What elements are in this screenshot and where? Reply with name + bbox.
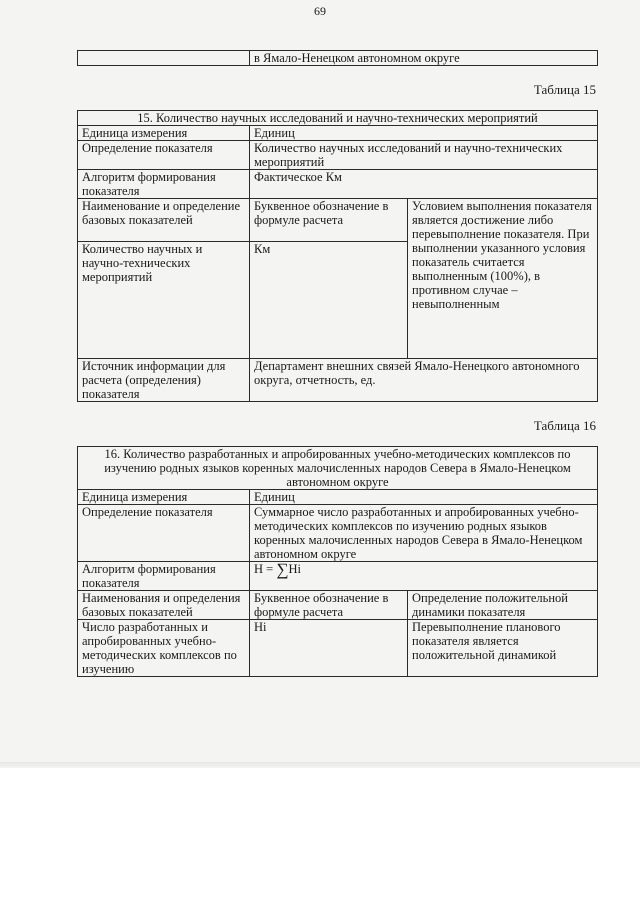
table-cell: Буквенное обозначение в формуле расчета [250,591,408,620]
table-cell: в Ямало-Ненецком автономном округе [250,51,598,66]
sum-sign: ∑ [276,560,289,579]
table-cell: Км [250,242,408,359]
table-cell: Число разработанных и апробированных учебно-методических комплексов по изучению [78,620,250,677]
table-row [78,126,598,141]
table-cell: Буквенное обозначение в формуле расчета [250,199,408,242]
table-16 [77,446,598,677]
table-cell: Единиц [250,126,598,141]
table-cell: Фактическое Км [250,170,598,199]
table-row [78,359,598,402]
previous-table-tail [77,50,598,66]
page-number: 69 [314,4,326,18]
table-row [78,620,598,677]
table-cell: Единица измерения [78,490,250,505]
table-16-caption: Таблица 16 [533,418,596,433]
formula-cell [250,562,598,591]
table-15-caption: Таблица 15 [533,82,596,97]
formula-lhs: Н = [254,562,277,576]
table-cell: Алгоритм формирования показателя [78,562,250,591]
table-cell: Перевыполнение планового показателя является положительной динамикой [408,620,598,677]
table-cell: Наименование и определение базовых показателей [78,199,250,242]
table-row [78,490,598,505]
table-cell: Источник информации для расчета (определения) показателя [78,359,250,402]
table-row [78,562,598,591]
table-cell: Определение показателя [78,505,250,562]
table-cell: Количество научных и научно-технических мероприятий [78,242,250,359]
table-cell: Суммарное число разработанных и апробированных учебно-методических комплексов по изучению родных языков коренных малочисленных народов Севера в Ямало-Ненецком автономном округе [250,505,598,562]
table-cell: Алгоритм формирования показателя [78,170,250,199]
table-row [78,141,598,170]
table-cell: Наименования и определения базовых показателей [78,591,250,620]
table-cell [78,51,250,66]
table-cell: Определение положительной динамики показателя [408,591,598,620]
table-cell: Условием выполнения показателя является достижение либо перевыполнение показателя. При выполнении указанного условия показатель считается выполненным (100%), в противном случае – невыполненным [408,199,598,359]
table-row [78,505,598,562]
table-cell: Hi [250,620,408,677]
table-16-title: 16. Количество разработанных и апробированных учебно-методических комплексов по изучению родных языков коренных малочисленных народов Севера в Ямало-Ненецком автономном округе [78,447,598,490]
table-15 [77,110,598,402]
page-edge [0,762,640,768]
table-cell: Единица измерения [78,126,250,141]
table-row [78,199,598,242]
table-cell: Единиц [250,490,598,505]
table-row [78,170,598,199]
formula-rhs: Hi [288,562,301,576]
table-cell: Департамент внешних связей Ямало-Ненецкого автономного округа, отчетность, ед. [250,359,598,402]
table-row [78,447,598,490]
table-row [78,111,598,126]
table-row [78,591,598,620]
table-cell: Количество научных исследований и научно-технических мероприятий [250,141,598,170]
table-15-title: 15. Количество научных исследований и научно-технических мероприятий [78,111,598,126]
table-cell: Определение показателя [78,141,250,170]
